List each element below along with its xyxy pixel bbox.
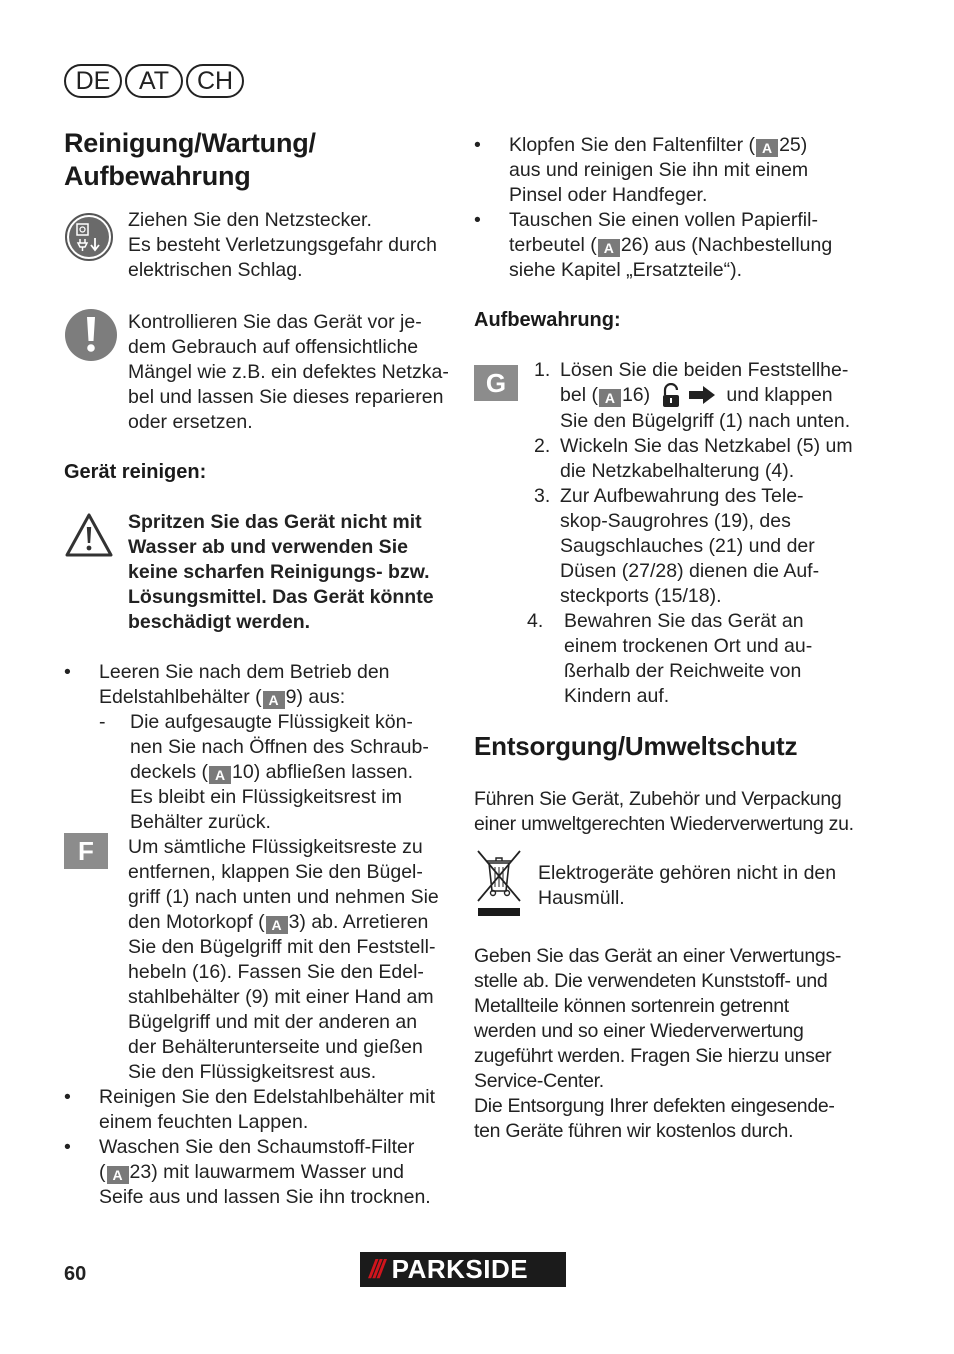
text-line: die Netzkabelhalterung (4). — [560, 460, 795, 482]
figure-f-block — [64, 835, 454, 1085]
unplug-icon — [64, 212, 114, 262]
text-line: Sie den Bügelgriff (1) nach unten. — [560, 410, 851, 432]
warning-line: keine scharfen Reinigungs- bzw. — [128, 561, 430, 583]
text-line: ten Geräte führen wir kostenlos durch. — [474, 1120, 794, 1142]
text-line: oder ersetzen. — [128, 411, 253, 433]
warning-line: Wasser ab und verwenden Sie — [128, 536, 408, 558]
section-title-cleaning — [64, 127, 454, 193]
bullet-marker: • — [64, 1086, 71, 1108]
warning-triangle-icon — [64, 512, 114, 558]
text-line: nen Sie nach Öffnen des Schraub- — [130, 736, 429, 758]
figure-a-ref: A — [266, 916, 288, 934]
text-line: Sie den Flüssigkeitsrest aus. — [128, 1061, 377, 1083]
unlock-icon — [660, 383, 682, 409]
sub-list-item — [99, 710, 429, 835]
text-line: stahlbehälter (9) mit einer Hand am — [128, 986, 434, 1008]
parkside-logo — [360, 1252, 566, 1287]
text-line: Leeren Sie nach dem Betrieb den — [99, 661, 390, 683]
text-line: Bügelgriff und mit der anderen an — [128, 1011, 418, 1033]
text-line: Zur Aufbewahrung des Tele- — [560, 485, 804, 507]
country-badges — [64, 64, 244, 98]
text-line: Metallteile können sortenrein getrennt — [474, 995, 789, 1017]
dash-marker: - — [99, 711, 106, 733]
title-line: Reinigung/Wartung/ Aufbewahrung — [64, 128, 316, 191]
item-number: 4. — [527, 610, 544, 632]
text-line: einem trockenen Ort und au- — [564, 635, 813, 657]
text-line: steckports (15/18). — [560, 585, 722, 607]
numbered-item — [474, 358, 874, 434]
numbered-item — [474, 484, 874, 609]
text-line: terbeutel ( A 26) aus (Nachbestellung — [509, 234, 833, 256]
arrow-right-icon — [687, 385, 717, 405]
text-line: Düsen (27/28) dienen die Auf- — [560, 560, 820, 582]
text-line: skop-Saugrohres (19), des — [560, 510, 791, 532]
bullet-marker: • — [64, 661, 71, 683]
text-line: werden und so einer Wiederverwertung — [474, 1020, 804, 1042]
text-line: dem Gebrauch auf offensichtliche — [128, 336, 419, 358]
list-item — [64, 660, 454, 835]
warning-line: Spritzen Sie das Gerät nicht mit — [128, 511, 422, 533]
text-line: ( A 23) mit lauwarmem Wasser und — [99, 1161, 405, 1183]
page-number: 60 — [64, 1263, 87, 1285]
section-title-disposal: Entsorgung/Umweltschutz — [474, 731, 798, 761]
unplug-notice — [64, 208, 454, 283]
bullet-marker: • — [64, 1136, 71, 1158]
text-line: Ziehen Sie den Netzstecker. — [128, 209, 372, 231]
heading-clean-device: Gerät reinigen: — [64, 461, 207, 483]
text-line: Bewahren Sie das Gerät an — [564, 610, 804, 632]
text-line: Sie den Bügelgriff mit den Feststell- — [128, 936, 436, 958]
badge-ch: CH — [186, 64, 244, 98]
text-line: bel und lassen Sie dieses reparieren — [128, 386, 444, 408]
heading-storage: Aufbewahrung: — [474, 309, 621, 331]
storage-steps — [474, 358, 874, 709]
text-line: Lösen Sie die beiden Feststellhe- — [560, 359, 849, 381]
badge-at: AT — [125, 64, 183, 98]
text-line: Seife aus und lassen Sie ihn trocknen. — [99, 1186, 431, 1208]
inspect-notice — [64, 310, 454, 435]
text-line: Es besteht Verletzungsgefahr durch — [128, 234, 437, 256]
figure-a-ref: A — [599, 389, 621, 407]
text-line: der Behälterunterseite und gießen — [128, 1036, 423, 1058]
text-line: Um sämtliche Flüssigkeitsreste zu — [128, 836, 423, 858]
bullet-marker: • — [474, 134, 481, 156]
text-line: ßerhalb der Reichweite von — [564, 660, 802, 682]
text-line: Die aufgesaugte Flüssigkeit kön- — [130, 711, 413, 733]
right-column — [474, 133, 874, 1144]
text-line: Wickeln Sie das Netzkabel (5) um — [560, 435, 853, 457]
text-line: deckels ( A 10) abfließen lassen. — [130, 761, 414, 783]
text-line: Klopfen Sie den Faltenfilter ( A 25) — [509, 134, 808, 156]
disposal-text — [474, 944, 874, 1144]
bullet-marker: • — [474, 209, 481, 231]
text-line: Tauschen Sie einen vollen Papierfil- — [509, 209, 818, 231]
badge-de: DE — [64, 64, 122, 98]
text-line: siehe Kapitel „Ersatzteile“). — [509, 259, 743, 281]
cleaning-list — [64, 660, 454, 1210]
text-line: stelle ab. Die verwendeten Kunststoff- und — [474, 970, 828, 992]
item-number: 1. — [534, 359, 551, 381]
list-item — [64, 1135, 454, 1210]
exclamation-icon — [64, 308, 118, 362]
left-column — [64, 127, 454, 1210]
item-number: 2. — [534, 435, 551, 457]
figure-a-ref: A — [263, 691, 285, 709]
list-item — [64, 1085, 454, 1135]
numbered-item — [474, 609, 874, 709]
text-line: Waschen Sie den Schaumstoff-Filter — [99, 1136, 415, 1158]
text-line: entfernen, klappen Sie den Bügel- — [128, 861, 423, 883]
text-line: einer umweltgerechten Wiederverwertung zu. — [474, 813, 854, 835]
text-line: zugeführt werden. Fragen Sie hierzu unser — [474, 1045, 832, 1067]
list-item — [474, 133, 874, 208]
text-line: Mängel wie z.B. ein defektes Netzka- — [128, 361, 449, 383]
text-line: Behälter zurück. — [130, 811, 271, 833]
logo-text: PARKSIDE — [391, 1254, 529, 1284]
text-line: aus und reinigen Sie ihn mit einem — [509, 159, 809, 181]
text-line: Edelstahlbehälter ( A 9) aus: — [99, 686, 346, 708]
numbered-item — [474, 434, 874, 484]
item-number: 3. — [534, 485, 551, 507]
logo-slashes: /// — [369, 1254, 382, 1284]
text-line: Pinsel oder Handfeger. — [509, 184, 708, 206]
crossed-bin-icon — [474, 847, 524, 919]
text-line: bel ( A 16) und klappen — [560, 383, 874, 409]
figure-f-label: F — [64, 833, 108, 869]
figure-a-ref: A — [756, 139, 778, 157]
text-line: griff (1) nach unten und nehmen Sie — [128, 886, 439, 908]
text-line: Saugschlauches (21) und der — [560, 535, 815, 557]
figure-a-ref: A — [107, 1166, 129, 1184]
text-line: Führen Sie Gerät, Zubehör und Verpackung — [474, 788, 842, 810]
text-line: Geben Sie das Gerät an einer Verwertungs- — [474, 945, 842, 967]
text-line: Reinigen Sie den Edelstahlbehälter mit — [99, 1086, 436, 1108]
text-line: den Motorkopf ( A 3) ab. Arretieren — [128, 911, 429, 933]
list-item — [474, 208, 874, 283]
warning-line: beschädigt werden. — [128, 611, 311, 633]
warning-line: Lösungsmittel. Das Gerät könnte — [128, 586, 434, 608]
text-line: einem feuchten Lappen. — [99, 1111, 309, 1133]
text-line: hebeln (16). Fassen Sie den Edel- — [128, 961, 424, 983]
warning-notice — [64, 510, 454, 635]
disposal-intro — [474, 787, 874, 837]
text-line: Service-Center. — [474, 1070, 604, 1092]
figure-g-label: G — [474, 365, 518, 401]
weee-notice — [474, 847, 874, 926]
figure-a-ref: A — [598, 239, 620, 257]
text-line: elektrischen Schlag. — [128, 259, 303, 281]
text-line: Hausmüll. — [538, 887, 625, 909]
text-line: Die Entsorgung Ihrer defekten eingesende- — [474, 1095, 835, 1117]
text-line: Kindern auf. — [564, 685, 670, 707]
text-line: Kontrollieren Sie das Gerät vor je- — [128, 311, 422, 333]
text-line: Es bleibt ein Flüssigkeitsrest im — [130, 786, 403, 808]
text-line: Elektrogeräte gehören nicht in den — [538, 862, 837, 884]
figure-a-ref: A — [209, 766, 231, 784]
